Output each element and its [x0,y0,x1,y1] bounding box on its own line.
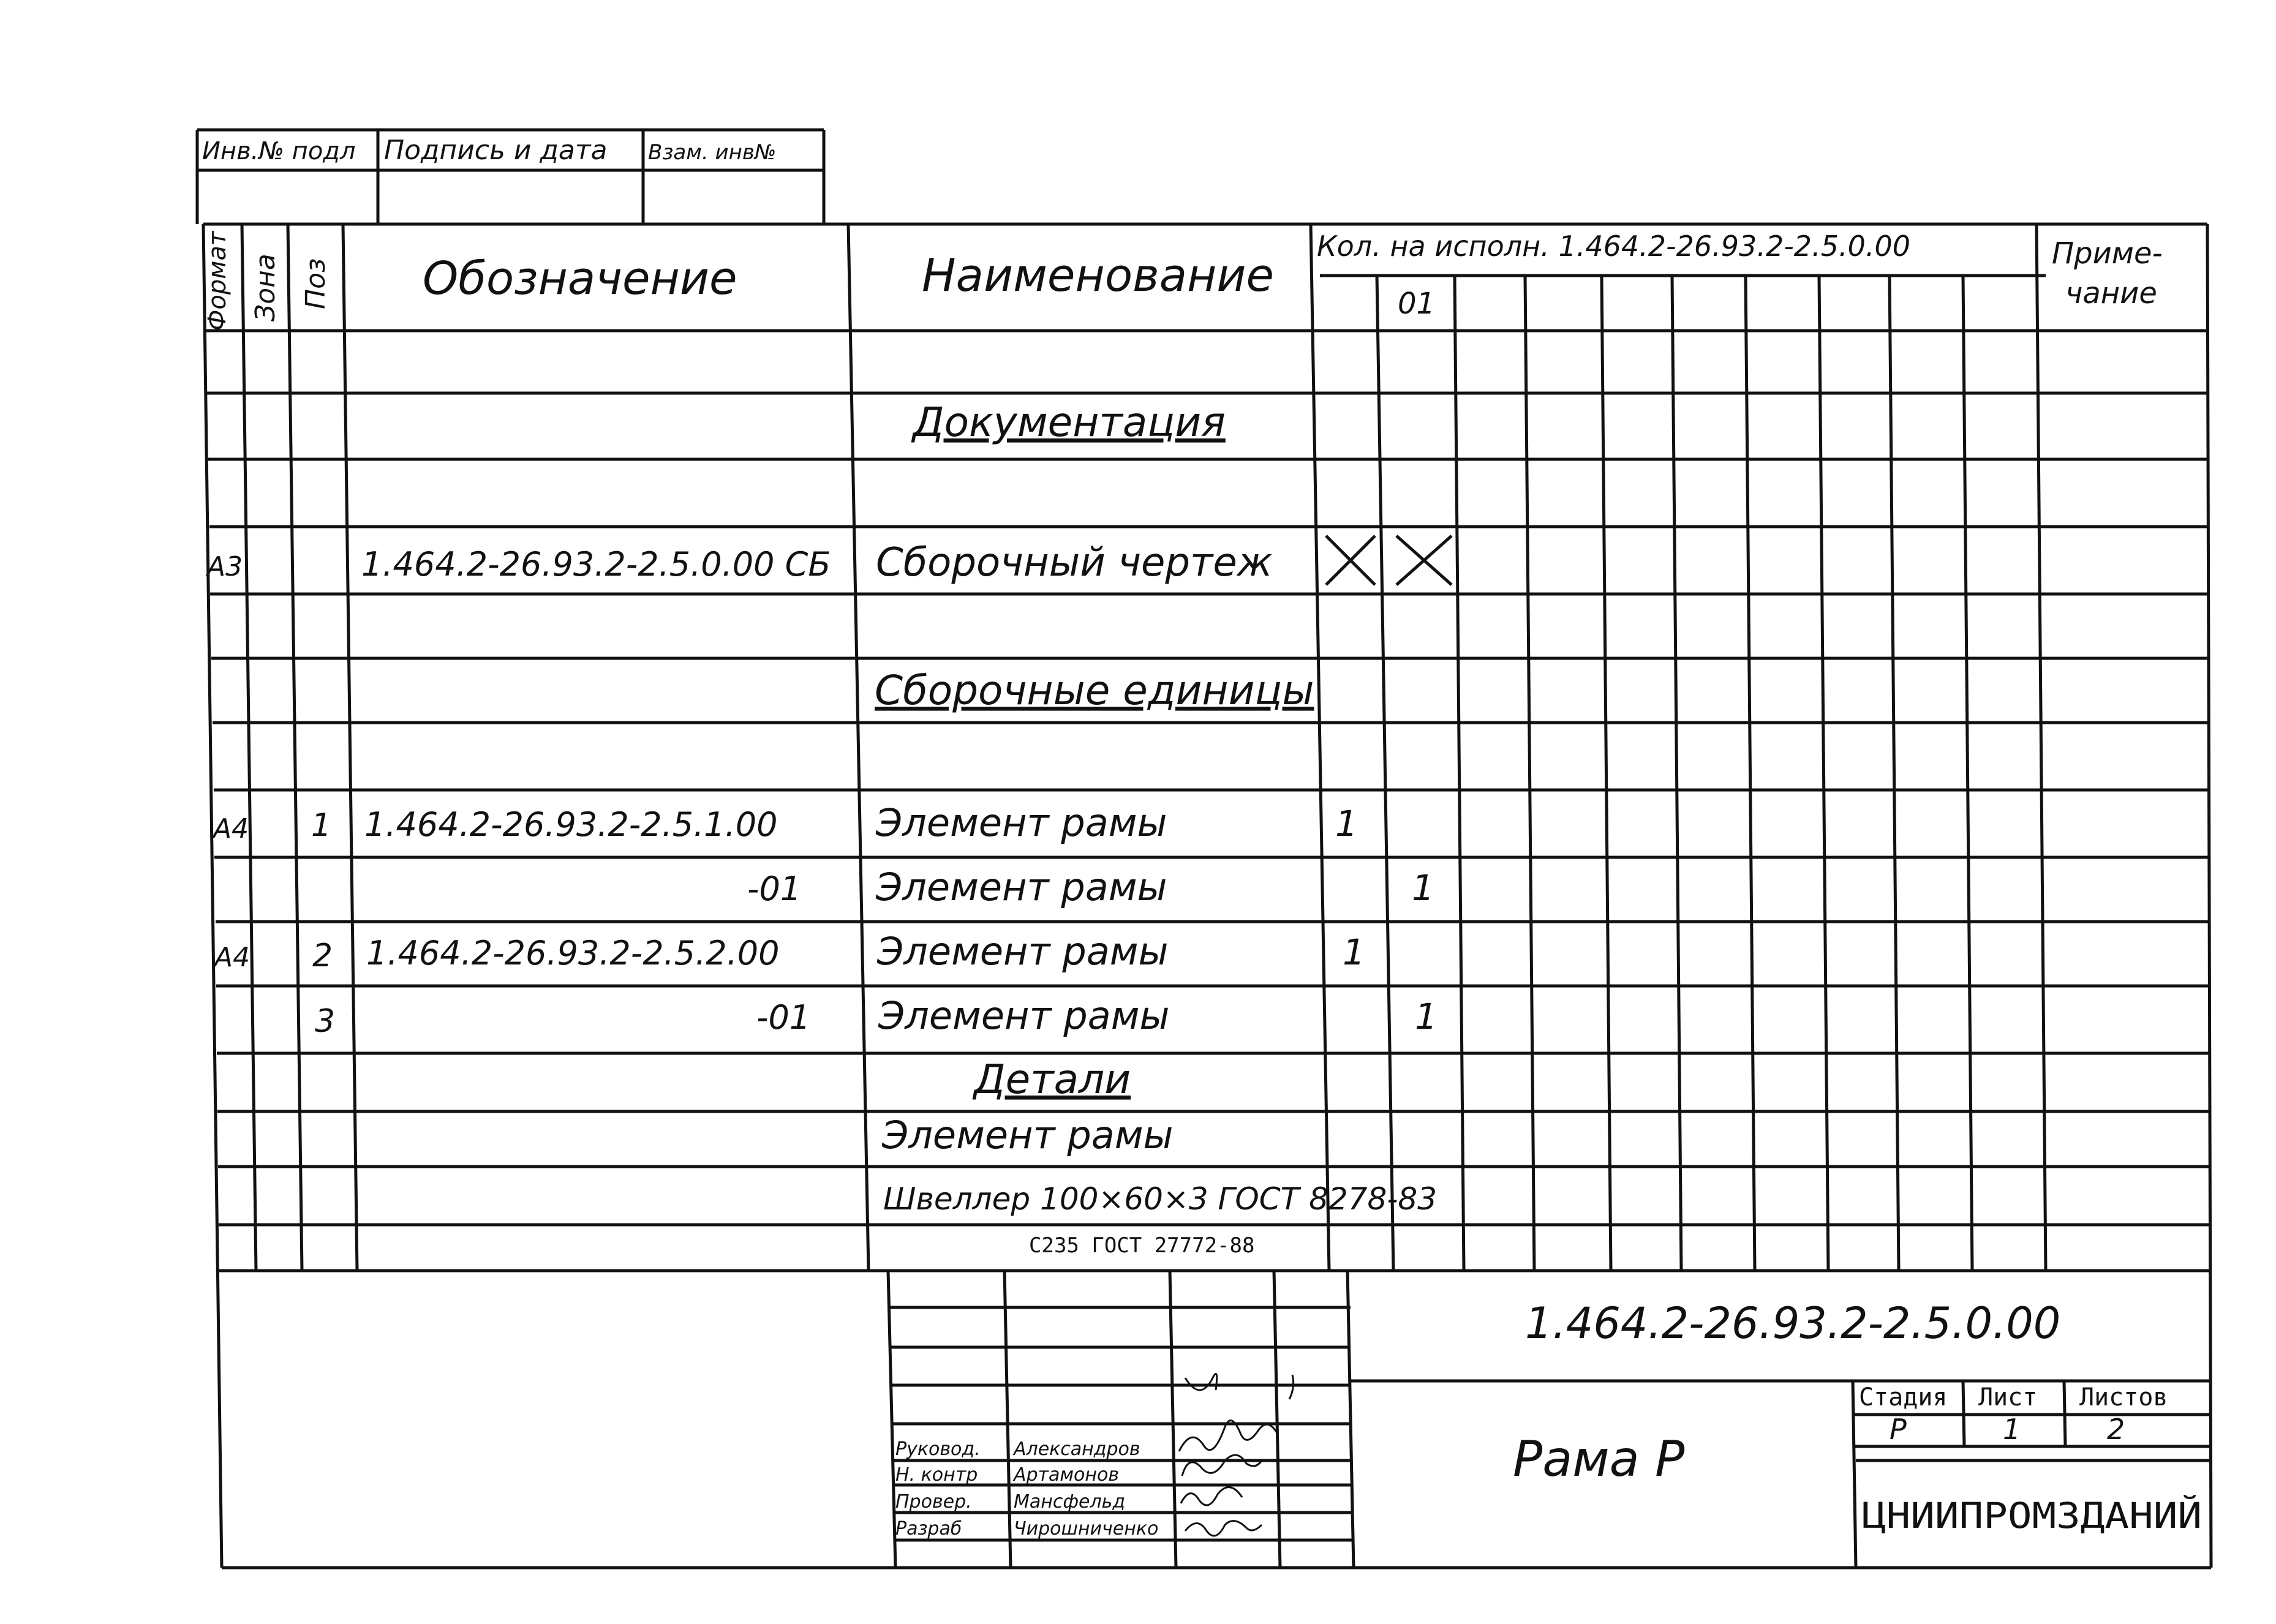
organization-name: ЦНИИПРОМЗДАНИЙ [1862,1495,2161,1536]
row10-poz: 2 [312,938,333,974]
title-name: Рама Р [1513,1430,1685,1487]
listov-value: 2 [2107,1413,2125,1446]
row8-poz: 1 [311,807,332,844]
row10-oboznachenie: 1.464.2-26.93.2-2.5.2.00 [366,934,780,972]
row4-format: А3 [207,551,243,582]
role-n-kontr: Н. контр [895,1464,978,1486]
row9-qty-01: 1 [1412,867,1434,909]
list-label: Лист [1978,1383,2038,1412]
podpis-data-label: Подпись и дата [384,135,608,166]
row11-poz: 3 [315,1003,336,1040]
role-rukovod: Руковод. [895,1438,981,1460]
table-header [203,230,2163,331]
header-format: Формат [203,231,232,331]
role-razrab: Разраб [895,1518,962,1539]
row10-format: А4 [214,942,251,973]
row11-naimenovanie: Элемент рамы [878,993,1170,1038]
row14-naimenovanie: Швеллер 100×60×3 ГОСТ 8278-83 [883,1181,1438,1217]
name-razrab: Чирошниченко [1014,1518,1159,1539]
section-detali: Детали [974,1056,1131,1103]
vzam-inv-label: Взам. инв№ [648,140,777,165]
section-sborochnye-edinicy: Сборочные единицы [875,667,1314,714]
name-rukovod: Александров [1014,1438,1140,1460]
header-naimenovanie: Наименование [922,249,1275,302]
row9-oboznachenie: -01 [747,870,802,908]
listov-label: Листов [2079,1383,2168,1412]
inv-podl-label: Инв.№ подл [202,137,356,165]
header-ispolnenie-01: 01 [1398,287,1436,321]
role-prover: Провер. [895,1491,972,1513]
row8-qty-base: 1 [1335,803,1358,844]
header-poz: Поз [300,258,331,309]
name-prover: Мансфельд [1014,1491,1126,1513]
row15-material: С235 ГОСТ 27772-88 [1029,1233,1255,1258]
row4-oboznachenie: 1.464.2-26.93.2-2.5.0.00 СБ [361,545,831,584]
row11-oboznachenie: -01 [756,998,811,1037]
row4-cross-marks [1326,536,1452,585]
row10-naimenovanie: Элемент рамы [877,929,1169,974]
row4-naimenovanie: Сборочный чертеж [876,540,1273,585]
header-primechanie-2: чание [2065,276,2157,310]
name-n-kontr: Артамонов [1014,1464,1120,1486]
row8-naimenovanie: Элемент рамы [876,800,1167,845]
row13-naimenovanie: Элемент рамы [882,1113,1174,1157]
row9-naimenovanie: Элемент рамы [876,865,1167,909]
list-value: 1 [2003,1413,2021,1446]
title-designation: 1.464.2-26.93.2-2.5.0.00 [1525,1298,2061,1348]
header-kol-na-ispoln: Кол. на исполн. 1.464.2-26.93.2-2.5.0.00 [1317,230,1911,263]
row8-format: А4 [213,813,249,844]
row8-oboznachenie: 1.464.2-26.93.2-2.5.1.00 [364,805,778,844]
header-oboznachenie: Обозначение [423,252,737,305]
row11-qty-01: 1 [1415,996,1438,1037]
top-stamp [197,130,824,224]
title-block [895,1298,2202,1539]
stadiya-value: Р [1890,1413,1907,1446]
row10-qty-base: 1 [1343,931,1365,973]
section-dokumentaciya: Документация [913,399,1226,446]
header-primechanie-1: Приме- [2052,236,2163,271]
header-zona: Зона [250,254,281,321]
stadiya-label: Стадия [1859,1383,1948,1412]
